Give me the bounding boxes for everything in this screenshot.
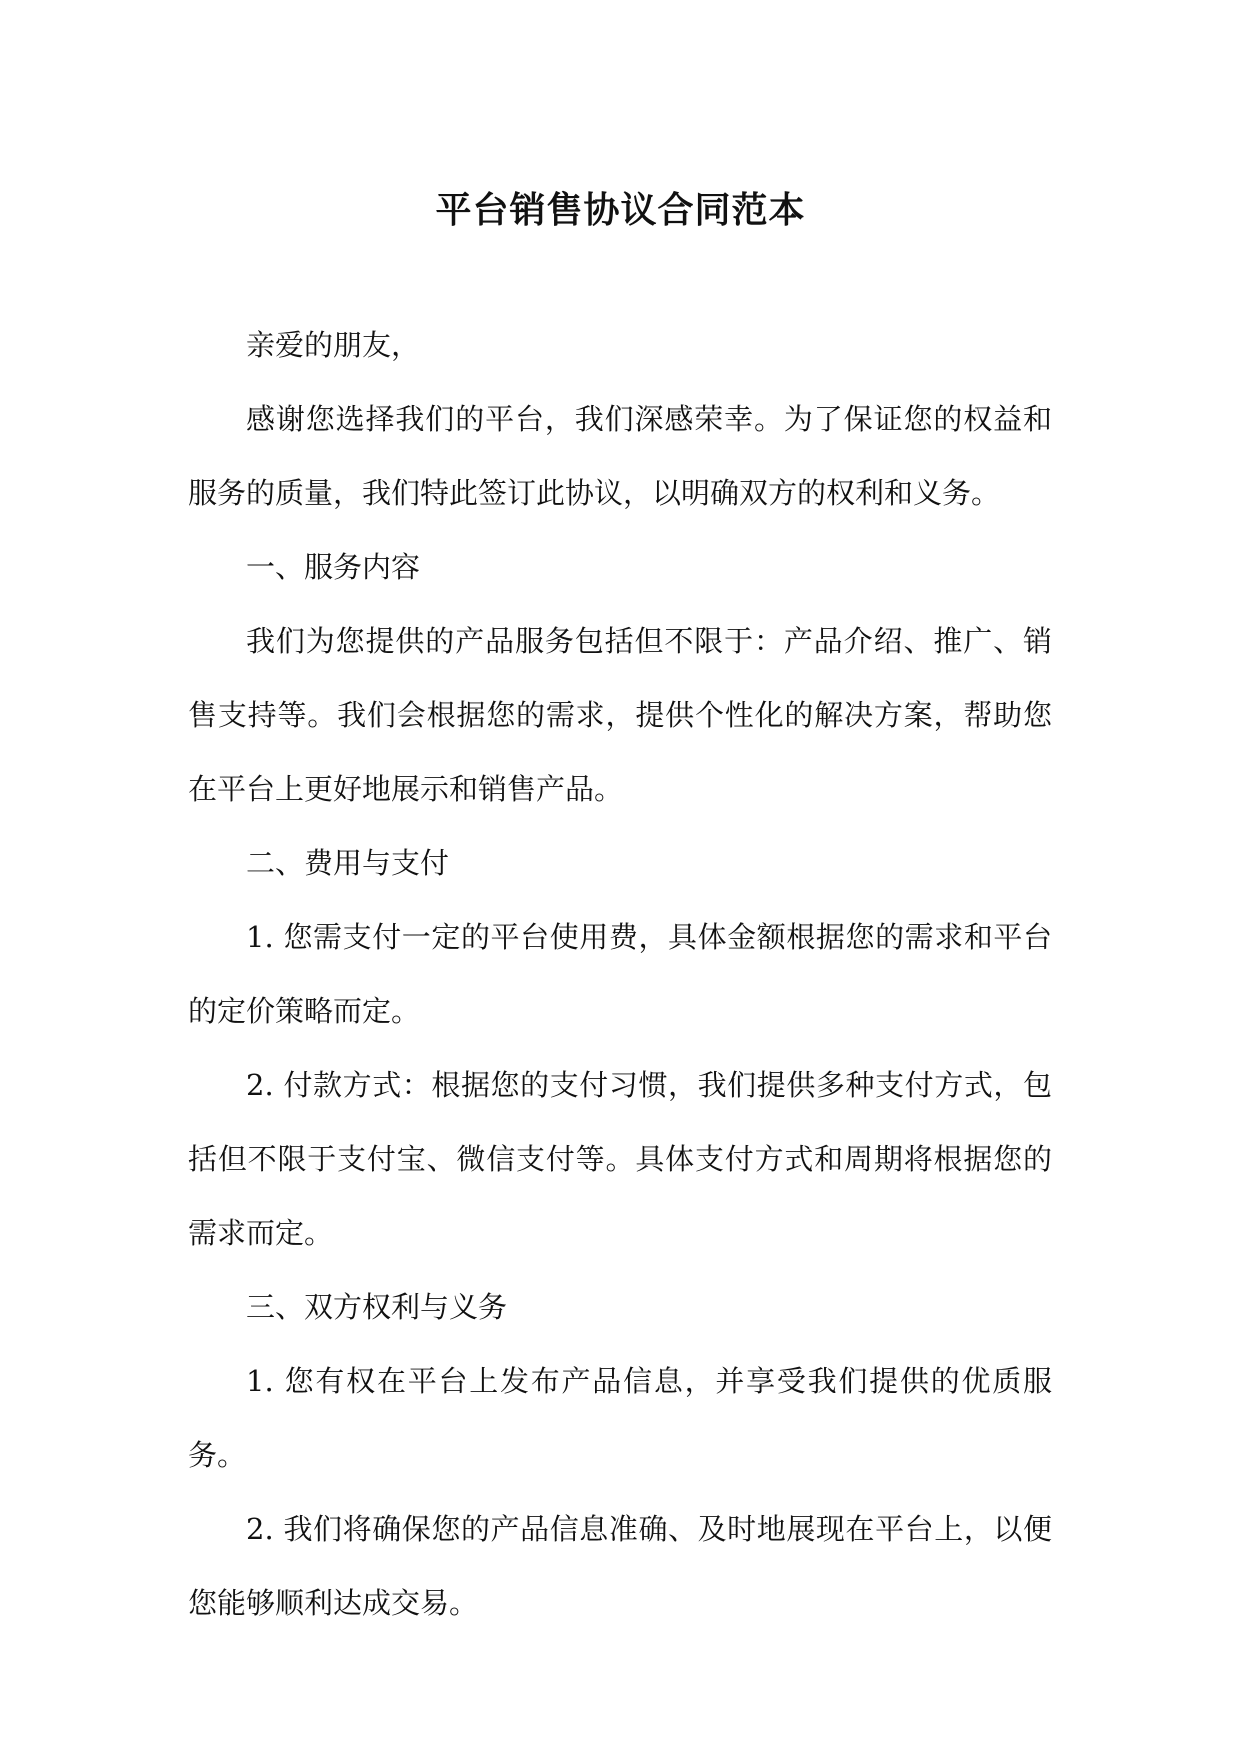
fees-item-1: 1. 您需支付一定的平台使用费，具体金额根据您的需求和平台的定价策略而定。 xyxy=(188,920,1052,1028)
document-body xyxy=(188,308,1052,1640)
intro-paragraph: 感谢您选择我们的平台，我们深感荣幸。为了保证您的权益和服务的质量，我们特此签订此协议，以明确双方的权利和义务。 xyxy=(188,402,1052,510)
section-heading-fees: 二、费用与支付 xyxy=(246,846,450,880)
rights-item-2: 2. 我们将确保您的产品信息准确、及时地展现在平台上，以便您能够顺利达成交易。 xyxy=(188,1512,1052,1620)
rights-item-1: 1. 您有权在平台上发布产品信息，并享受我们提供的优质服务。 xyxy=(188,1364,1052,1472)
document-title: 平台销售协议合同范本 xyxy=(435,189,806,231)
greeting-paragraph: 亲爱的朋友， xyxy=(246,328,421,362)
section-heading-service: 一、服务内容 xyxy=(246,550,421,584)
section-heading-rights: 三、双方权利与义务 xyxy=(246,1290,508,1324)
service-paragraph: 我们为您提供的产品服务包括但不限于：产品介绍、推广、销售支持等。我们会根据您的需求，提供个性化的解决方案，帮助您在平台上更好地展示和销售产品。 xyxy=(188,624,1052,806)
fees-item-2: 2. 付款方式：根据您的支付习惯，我们提供多种支付方式，包括但不限于支付宝、微信支付等。具体支付方式和周期将根据您的需求而定。 xyxy=(188,1068,1052,1250)
